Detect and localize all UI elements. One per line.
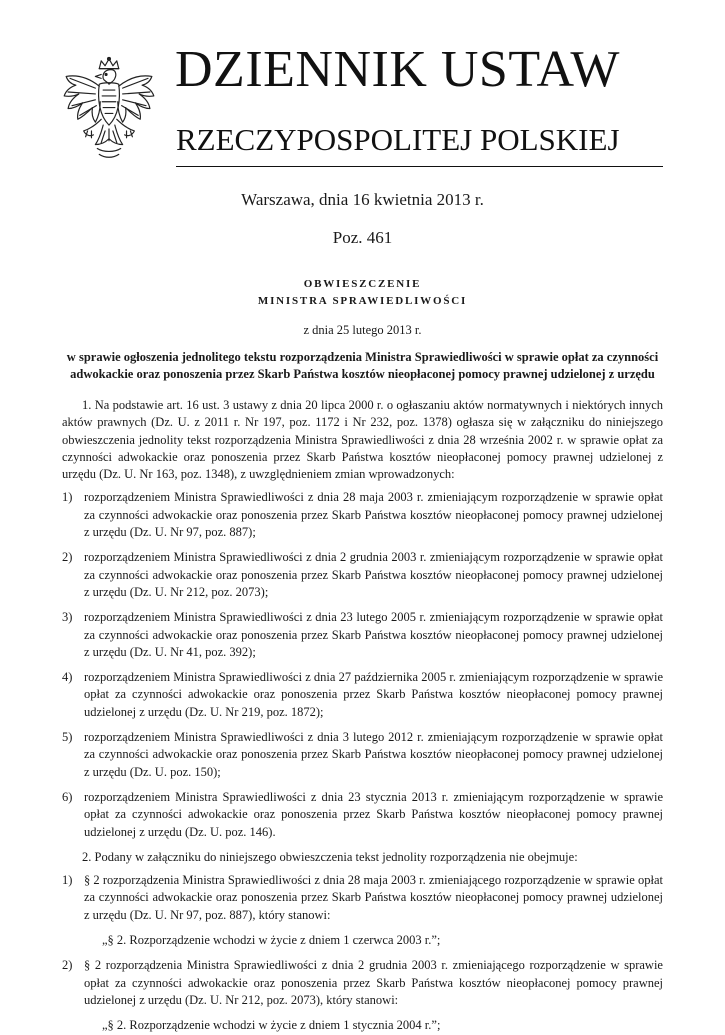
exclusion-quote: „§ 2. Rozporządzenie wchodzi w życie z dniem 1 czerwca 2003 r.”; xyxy=(102,933,441,948)
document-issuer: MINISTRA SPRAWIEDLIWOŚCI xyxy=(257,295,468,307)
masthead-divider xyxy=(176,166,663,167)
masthead-subtitle: RZECZYPOSPOLITEJ POLSKIEJ xyxy=(176,122,620,157)
position-number: Poz. 461 xyxy=(332,228,393,247)
masthead-title: DZIENNIK USTAW xyxy=(175,41,620,98)
issue-date: Warszawa, dnia 16 kwietnia 2013 r. xyxy=(241,190,484,209)
amendment-item: 6) rozporządzeniem Ministra Sprawiedliwości z dnia 23 stycznia 2013 r. zmieniającym rozporządzenie w sprawie opłat za czynności adwokackie oraz ponoszenia przez Skarb Państwa kosztów nieopłaconej pomocy prawnej udzielonej z urzędu (Dz. U. poz. 146). xyxy=(62,789,663,839)
amendment-item: 1) rozporządzeniem Ministra Sprawiedliwości z dnia 28 maja 2003 r. zmieniającym rozporządzenie w sprawie opłat za czynności adwokackie oraz ponoszenia przez Skarb Państwa kosztów nieopłaconej pomocy prawnej udzielonej z urzędu (Dz. U. Nr 97, poz. 887); xyxy=(62,490,663,540)
exclusion-item: 1) § 2 rozporządzenia Ministra Sprawiedliwości z dnia 28 maja 2003 r. zmieniającego rozporządzenie w sprawie opłat za czynności adwokackie oraz ponoszenia przez Skarb Państwa kosztów nieopłaconej pomocy prawnej udzielonej z urzędu (Dz. U. Nr 97, poz. 887), który stanowi: xyxy=(62,873,663,922)
document-type: OBWIESZCZENIE xyxy=(303,278,422,290)
paragraph-2: 2. Podany w załączniku do niniejszego obwieszczenia tekst jednolity rozporządzenia nie obejmuje: xyxy=(82,849,578,864)
amendment-item: 2) rozporządzeniem Ministra Sprawiedliwości z dnia 2 grudnia 2003 r. zmieniającym rozporządzenie w sprawie opłat za czynności adwokackie oraz ponoszenia przez Skarb Państwa kosztów nieopłaconej pomocy prawnej udzielonej z urzędu (Dz. U. Nr 212, poz. 2073); xyxy=(62,550,663,599)
document-body xyxy=(62,397,663,1035)
document-subject: w sprawie ogłoszenia jednolitego tekstu rozporządzenia Ministra Sprawiedliwości w sprawie opłat za czynności adwokackie oraz ponoszenia przez Skarb Państwa kosztów nieopłaconej pomocy prawnej udzielonej z urzędu xyxy=(66,350,659,381)
amendment-item: 4) rozporządzeniem Ministra Sprawiedliwości z dnia 27 października 2005 r. zmieniającym rozporządzenie w sprawie opłat za czynności adwokackie oraz ponoszenia przez Skarb Państwa kosztów nieopłaconej pomocy prawnej udzielonej z urzędu (Dz. U. Nr 219, poz. 1872); xyxy=(62,670,663,719)
polish-eagle-emblem-icon xyxy=(60,55,158,167)
amendment-item: 5) rozporządzeniem Ministra Sprawiedliwości z dnia 3 lutego 2012 r. zmieniającym rozporządzenie w sprawie opłat za czynności adwokackie oraz ponoszenia przez Skarb Państwa kosztów nieopłaconej pomocy prawnej udzielonej z urzędu (Dz. U. poz. 150); xyxy=(62,730,663,779)
amendment-item: 3) rozporządzeniem Ministra Sprawiedliwości z dnia 23 lutego 2005 r. zmieniającym rozporządzenie w sprawie opłat za czynności adwokackie oraz ponoszenia przez Skarb Państwa kosztów nieopłaconej pomocy prawnej udzielonej z urzędu (Dz. U. Nr 41, poz. 392); xyxy=(62,610,663,659)
paragraph-1: 1. Na podstawie art. 16 ust. 3 ustawy z dnia 20 lipca 2000 r. o ogłaszaniu aktów normatywnych i niektórych innych aktów prawnych (Dz. U. z 2011 r. Nr 197, poz. 1172 i Nr 232, poz. 1378) ogłasza się w załączniku do niniejszego obwieszczenia jednolity tekst rozporządzenia Ministra Sprawiedliwości z dnia 28 września 2002 r. w sprawie opłat za czynności adwokackie oraz ponoszenia przez Skarb Państwa kosztów nieopłaconej pomocy prawnej udzielonej z urzędu (Dz. U. Nr 163, poz. 1348), z uwzględnieniem zmian wprowadzonych: xyxy=(62,398,663,482)
document-issued-date: z dnia 25 lutego 2013 r. xyxy=(303,323,422,337)
exclusion-item: 2) § 2 rozporządzenia Ministra Sprawiedliwości z dnia 2 grudnia 2003 r. zmieniającego rozporządzenie w sprawie opłat za czynności adwokackie oraz ponoszenia przez Skarb Państwa kosztów nieopłaconej pomocy prawnej udzielonej z urzędu (Dz. U. Nr 212, poz. 2073), który stanowi: xyxy=(62,958,663,1007)
exclusion-quote: „§ 2. Rozporządzenie wchodzi w życie z dniem 1 stycznia 2004 r.”; xyxy=(102,1018,441,1033)
